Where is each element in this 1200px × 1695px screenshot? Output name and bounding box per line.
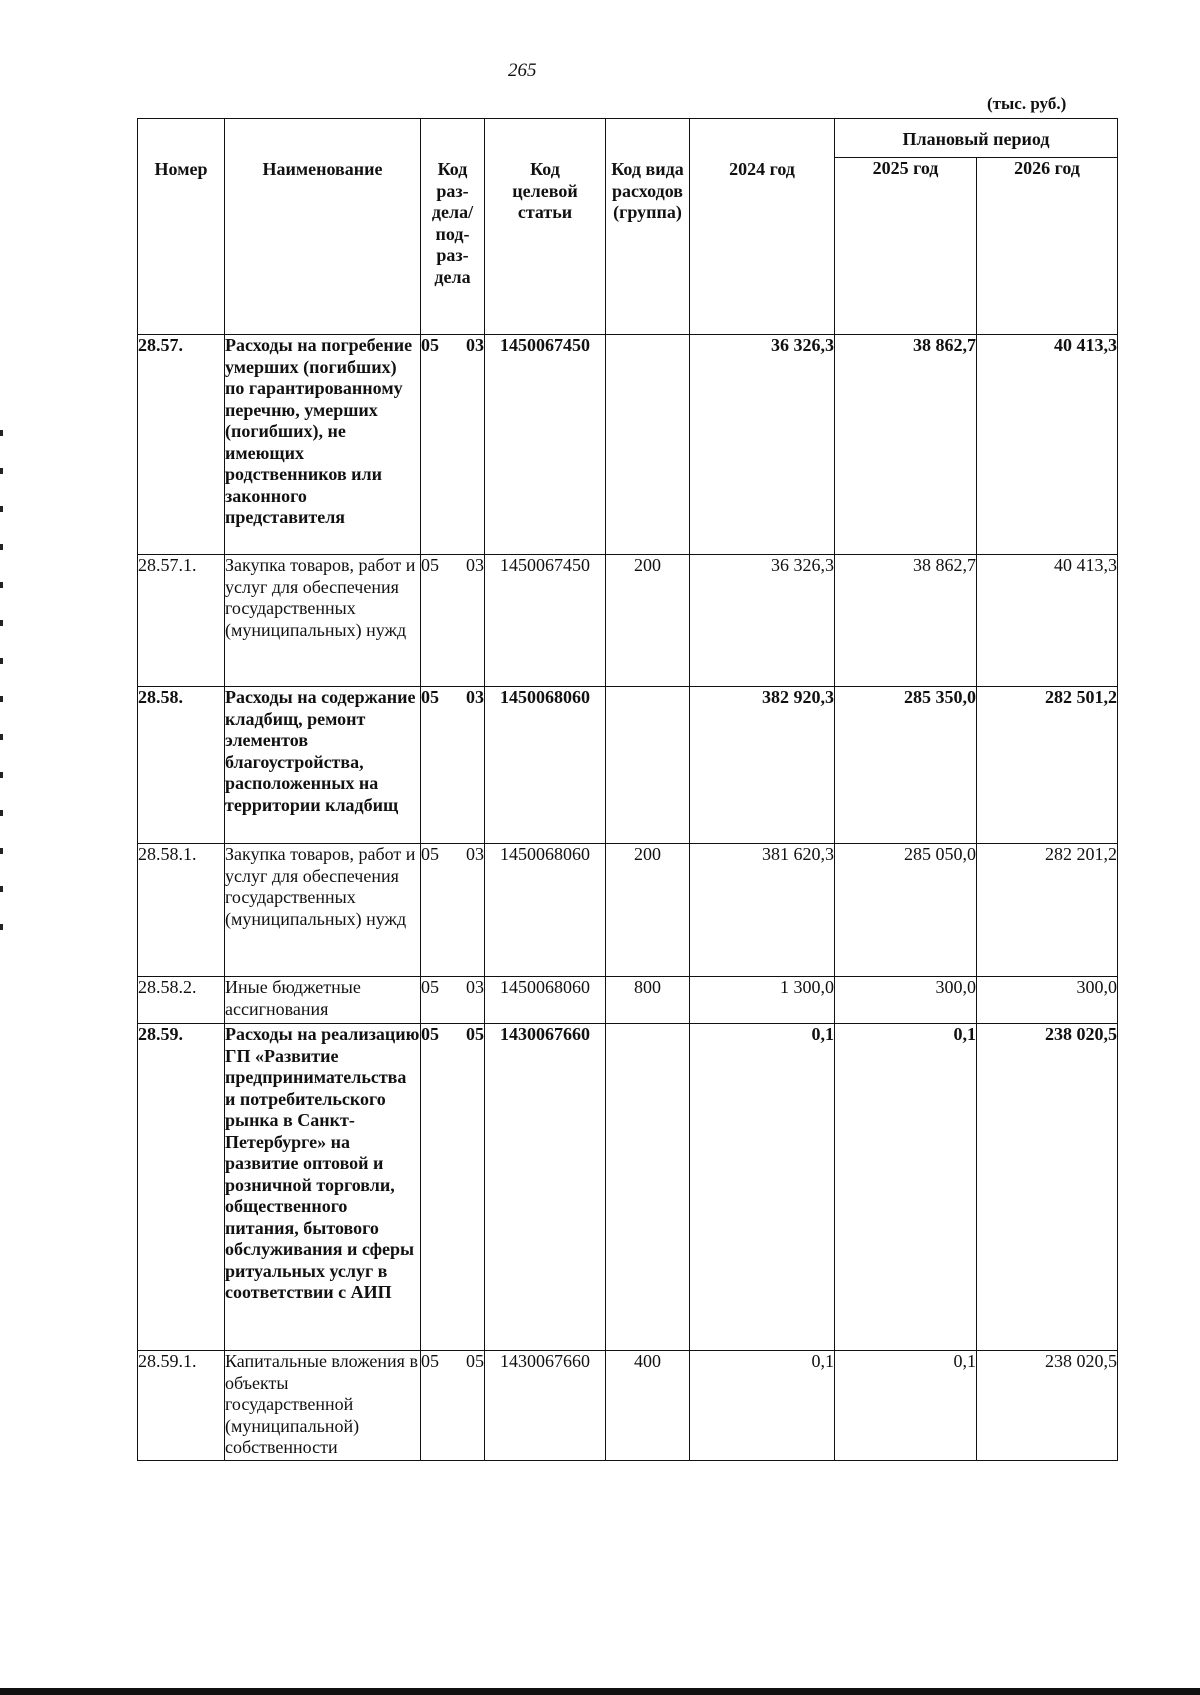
row-name: Иные бюджетные ассигнования	[225, 977, 421, 1024]
budget-table	[137, 118, 1118, 1461]
row-amount-2026: 282 201,2	[977, 844, 1118, 977]
row-expense-type	[606, 335, 690, 555]
row-amount-2024: 0,1	[690, 1351, 835, 1461]
row-expense-type: 200	[606, 844, 690, 977]
scan-edge-marks	[0, 430, 3, 960]
row-section-code	[421, 844, 485, 977]
row-amount-2026: 282 501,2	[977, 687, 1118, 844]
row-expense-type: 800	[606, 977, 690, 1024]
header-target: Код целевой статьи	[485, 119, 606, 335]
section-code: 05	[421, 1024, 439, 1044]
table-row	[138, 844, 1118, 977]
table-row	[138, 1351, 1118, 1461]
section-code: 05	[421, 1351, 439, 1371]
subsection-code: 03	[466, 555, 484, 575]
section-code: 05	[421, 335, 439, 355]
row-target-code: 1430067660	[485, 1351, 606, 1461]
subsection-code: 05	[466, 1024, 484, 1044]
row-number: 28.58.2.	[138, 977, 225, 1024]
row-section-code	[421, 555, 485, 687]
row-amount-2024: 0,1	[690, 1024, 835, 1351]
row-amount-2026: 40 413,3	[977, 335, 1118, 555]
row-amount-2025: 0,1	[835, 1024, 977, 1351]
scan-bottom-border	[0, 1688, 1200, 1695]
header-year-2026: 2026 год	[977, 158, 1118, 335]
row-target-code: 1450067450	[485, 555, 606, 687]
subsection-code: 03	[466, 977, 484, 997]
table-row	[138, 687, 1118, 844]
row-amount-2024: 1 300,0	[690, 977, 835, 1024]
row-amount-2025: 285 350,0	[835, 687, 977, 844]
row-name: Расходы на погребение умерших (погибших) по гарантированному перечню, умерших (погибших), не имеющих родственников или законного представителя	[225, 335, 421, 555]
page-number: 265	[508, 60, 537, 81]
subsection-code: 05	[466, 1351, 484, 1371]
row-section-code	[421, 1351, 485, 1461]
row-target-code: 1450067450	[485, 335, 606, 555]
section-code: 05	[421, 555, 439, 575]
row-amount-2024: 36 326,3	[690, 555, 835, 687]
row-number: 28.57.1.	[138, 555, 225, 687]
row-amount-2025: 38 862,7	[835, 555, 977, 687]
row-section-code	[421, 977, 485, 1024]
row-amount-2024: 36 326,3	[690, 335, 835, 555]
header-section: Код раз-дела/ под-раз-дела	[421, 119, 485, 335]
row-number: 28.59.1.	[138, 1351, 225, 1461]
section-code: 05	[421, 844, 439, 864]
row-number: 28.59.	[138, 1024, 225, 1351]
row-target-code: 1430067660	[485, 1024, 606, 1351]
row-name: Закупка товаров, работ и услуг для обеспечения государственных (муниципальных) нужд	[225, 844, 421, 977]
row-amount-2026: 238 020,5	[977, 1351, 1118, 1461]
row-expense-type: 200	[606, 555, 690, 687]
row-target-code: 1450068060	[485, 977, 606, 1024]
section-code: 05	[421, 687, 439, 707]
row-amount-2026: 40 413,3	[977, 555, 1118, 687]
header-expense-type: Код вида расходов (группа)	[606, 119, 690, 335]
row-expense-type	[606, 1024, 690, 1351]
row-section-code	[421, 335, 485, 555]
table-row	[138, 335, 1118, 555]
row-amount-2025: 38 862,7	[835, 335, 977, 555]
row-section-code	[421, 1024, 485, 1351]
row-amount-2024: 381 620,3	[690, 844, 835, 977]
row-expense-type	[606, 687, 690, 844]
row-expense-type: 400	[606, 1351, 690, 1461]
row-amount-2025: 0,1	[835, 1351, 977, 1461]
table-row	[138, 1024, 1118, 1351]
table-row	[138, 555, 1118, 687]
section-code: 05	[421, 977, 439, 997]
header-name: Наименование	[225, 119, 421, 335]
row-number: 28.58.1.	[138, 844, 225, 977]
header-year-2025: 2025 год	[835, 158, 977, 335]
row-amount-2024: 382 920,3	[690, 687, 835, 844]
subsection-code: 03	[466, 844, 484, 864]
row-target-code: 1450068060	[485, 687, 606, 844]
units-label: (тыс. руб.)	[987, 94, 1067, 113]
header-year-2024: 2024 год	[690, 119, 835, 335]
row-amount-2026: 300,0	[977, 977, 1118, 1024]
row-section-code	[421, 687, 485, 844]
row-name: Расходы на содержание кладбищ, ремонт элементов благоустройства, расположенных на территории кладбищ	[225, 687, 421, 844]
row-target-code: 1450068060	[485, 844, 606, 977]
row-number: 28.58.	[138, 687, 225, 844]
row-name: Капитальные вложения в объекты государственной (муниципальной) собственности	[225, 1351, 421, 1461]
header-number: Номер	[138, 119, 225, 335]
row-amount-2025: 285 050,0	[835, 844, 977, 977]
row-number: 28.57.	[138, 335, 225, 555]
row-amount-2025: 300,0	[835, 977, 977, 1024]
row-name: Расходы на реализацию ГП «Развитие предпринимательства и потребительского рынка в Санкт-Петербурге» на развитие оптовой и розничной торговли, общественного питания, бытового обслуживания и сферы ритуальных услуг в соответствии с АИП	[225, 1024, 421, 1351]
table-row	[138, 977, 1118, 1024]
row-amount-2026: 238 020,5	[977, 1024, 1118, 1351]
header-planned-period: Плановый период	[835, 119, 1118, 158]
row-name: Закупка товаров, работ и услуг для обеспечения государственных (муниципальных) нужд	[225, 555, 421, 687]
subsection-code: 03	[466, 687, 484, 707]
subsection-code: 03	[466, 335, 484, 355]
